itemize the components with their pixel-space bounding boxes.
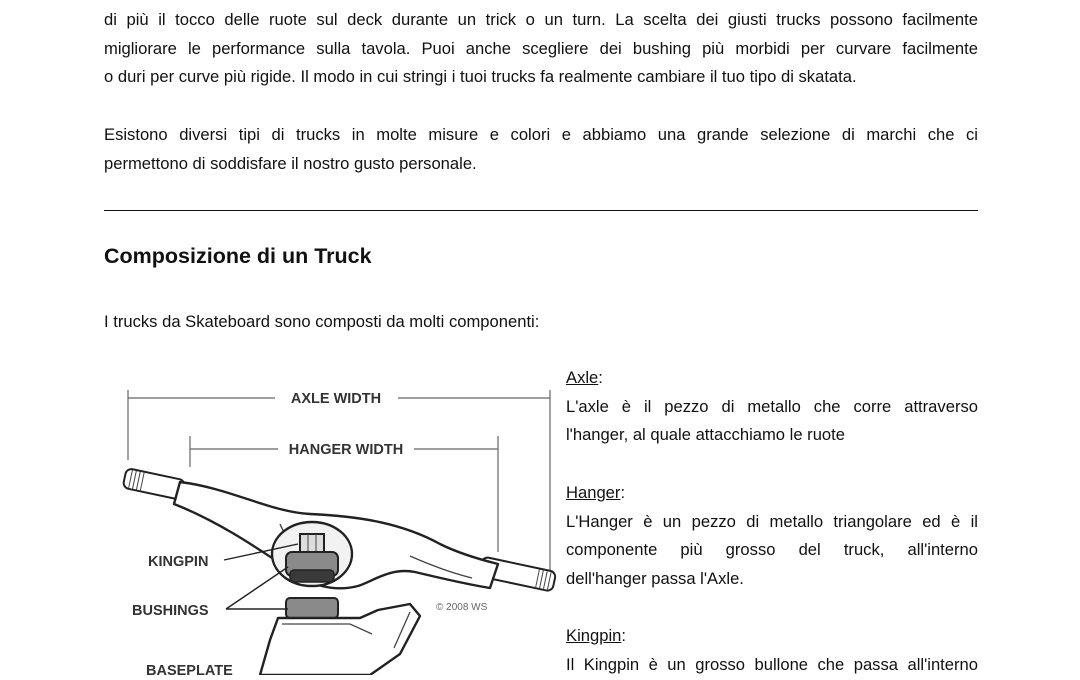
text-line: l'hanger, al quale attacchiamo le ruote bbox=[566, 425, 845, 445]
definition-term-line: Kingpin: bbox=[566, 626, 626, 646]
term-hanger: Hanger bbox=[566, 482, 621, 502]
truck-diagram bbox=[110, 372, 560, 675]
kingpin-label: KINGPIN bbox=[148, 554, 209, 570]
definition-hanger bbox=[566, 479, 978, 594]
paragraph-trucks-performance bbox=[104, 6, 978, 92]
definition-kingpin bbox=[566, 622, 978, 679]
text-line: dell'hanger passa l'Axle. bbox=[566, 568, 744, 588]
term-axle: Axle bbox=[566, 368, 599, 387]
text-line: componente più grosso del truck, all'interno bbox=[566, 540, 978, 560]
component-definitions bbox=[566, 364, 978, 680]
axle-width-label: AXLE WIDTH bbox=[290, 391, 382, 407]
hanger-width-label: HANGER WIDTH bbox=[288, 442, 404, 458]
copyright-notice: © 2008 WS bbox=[436, 602, 488, 613]
text-line: migliorare le performance sulla tavola. Puoi anche scegliere dei bushing più morbidi per curvare facilmente bbox=[104, 38, 978, 58]
text-line: L'Hanger è un pezzo di metallo triangolare ed è il bbox=[566, 511, 978, 531]
horizontal-divider bbox=[104, 210, 978, 211]
bushings-label: BUSHINGS bbox=[132, 603, 209, 619]
definition-term-line: Hanger: bbox=[566, 482, 626, 502]
baseplate-label: BASEPLATE bbox=[146, 663, 233, 675]
text-line: di più il tocco delle ruote sul deck durante un trick o un turn. La scelta dei giusti trucks possono facilmente bbox=[104, 10, 978, 29]
baseplate-shape bbox=[260, 604, 420, 675]
text-line: L'axle è il pezzo di metallo che corre attraverso bbox=[566, 396, 978, 416]
text-line: permettono di soddisfare il nostro gusto personale. bbox=[104, 153, 477, 173]
section-intro: I trucks da Skateboard sono composti da molti componenti: bbox=[104, 312, 540, 331]
term-kingpin: Kingpin bbox=[566, 626, 622, 646]
bottom-bushing bbox=[286, 598, 338, 618]
paragraph-trucks-types bbox=[104, 121, 978, 178]
definition-term-line: Axle: bbox=[566, 368, 603, 387]
text-line: Esistono diversi tipi di trucks in molte misure e colori e abbiamo una grande selezione di marchi che ci bbox=[104, 125, 978, 144]
text-line: o duri per curve più rigide. Il modo in cui stringi i tuoi trucks fa realmente cambiare il tuo tipo di skatata. bbox=[104, 67, 857, 86]
text-line: Il Kingpin è un grosso bullone che passa all'interno bbox=[566, 655, 978, 674]
definition-axle bbox=[566, 364, 978, 450]
section-heading: Composizione di un Truck bbox=[104, 244, 372, 268]
